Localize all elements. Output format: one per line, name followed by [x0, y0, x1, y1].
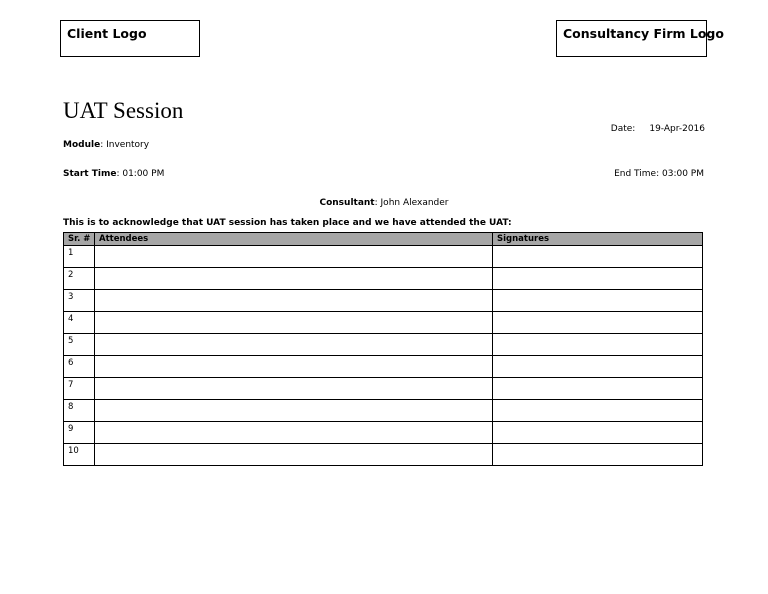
sr-number-cell: 7: [64, 378, 95, 400]
attendee-cell[interactable]: [95, 378, 493, 400]
module-field: Module: Inventory: [63, 140, 150, 150]
module-value: Inventory: [106, 140, 150, 150]
attendee-cell[interactable]: [95, 334, 493, 356]
table-row: [64, 290, 703, 312]
sr-number-cell: 8: [64, 400, 95, 422]
table-header-row: [64, 233, 703, 246]
attendance-table-body: [64, 246, 703, 466]
signature-cell[interactable]: [493, 312, 703, 334]
end-time-value: 03:00 PM: [662, 169, 704, 179]
date-value: 19-Apr-2016: [649, 124, 705, 134]
sr-number-cell: 5: [64, 334, 95, 356]
signature-cell[interactable]: [493, 400, 703, 422]
signature-cell[interactable]: [493, 268, 703, 290]
attendee-cell[interactable]: [95, 400, 493, 422]
table-row: [64, 268, 703, 290]
sr-number-cell: 4: [64, 312, 95, 334]
attendee-cell[interactable]: [95, 246, 493, 268]
signature-cell[interactable]: [493, 356, 703, 378]
attendee-cell[interactable]: [95, 422, 493, 444]
signature-cell[interactable]: [493, 246, 703, 268]
header-signatures: Signatures: [493, 233, 703, 246]
attendee-cell[interactable]: [95, 268, 493, 290]
end-time-field: [614, 169, 704, 180]
end-time-label: End Time:: [614, 169, 660, 179]
header-sr-number: Sr. #: [64, 233, 95, 246]
date-label: Date:: [610, 124, 636, 134]
consultant-label: Consultant: [319, 198, 375, 208]
table-row: [64, 246, 703, 268]
table-row: [64, 400, 703, 422]
table-row: [64, 312, 703, 334]
attendee-cell[interactable]: [95, 290, 493, 312]
client-logo-placeholder: [60, 20, 200, 57]
signature-cell[interactable]: [493, 334, 703, 356]
attendance-table: [63, 232, 703, 466]
signature-cell[interactable]: [493, 290, 703, 312]
attendee-cell[interactable]: [95, 356, 493, 378]
consultant-field: Consultant: John Alexander: [319, 198, 449, 208]
start-time-label: Start Time: [63, 169, 117, 179]
sr-number-cell: 2: [64, 268, 95, 290]
header-attendees: Attendees: [95, 233, 493, 246]
page-title: UAT Session: [63, 98, 184, 123]
sr-number-cell: 10: [64, 444, 95, 466]
table-row: [64, 356, 703, 378]
sr-number-cell: 1: [64, 246, 95, 268]
sr-number-cell: 3: [64, 290, 95, 312]
client-logo-label: Client Logo: [67, 26, 147, 41]
firm-logo-label: Consultancy Firm Logo: [563, 26, 724, 41]
date-field: [611, 124, 705, 135]
consultant-value: John Alexander: [380, 198, 449, 208]
attendee-cell[interactable]: [95, 312, 493, 334]
acknowledgement-text: This is to acknowledge that UAT session has taken place and we have attended the UAT:: [63, 218, 512, 228]
module-label: Module: [63, 140, 101, 150]
signature-cell[interactable]: [493, 422, 703, 444]
start-time-field: Start Time: 01:00 PM: [63, 169, 165, 179]
signature-cell[interactable]: [493, 378, 703, 400]
table-row: [64, 422, 703, 444]
signature-cell[interactable]: [493, 444, 703, 466]
consultancy-firm-logo-placeholder: [556, 20, 724, 57]
table-row: [64, 378, 703, 400]
sr-number-cell: 6: [64, 356, 95, 378]
attendee-cell[interactable]: [95, 444, 493, 466]
sr-number-cell: 9: [64, 422, 95, 444]
table-row: [64, 444, 703, 466]
start-time-value: 01:00 PM: [122, 169, 165, 179]
table-row: [64, 334, 703, 356]
